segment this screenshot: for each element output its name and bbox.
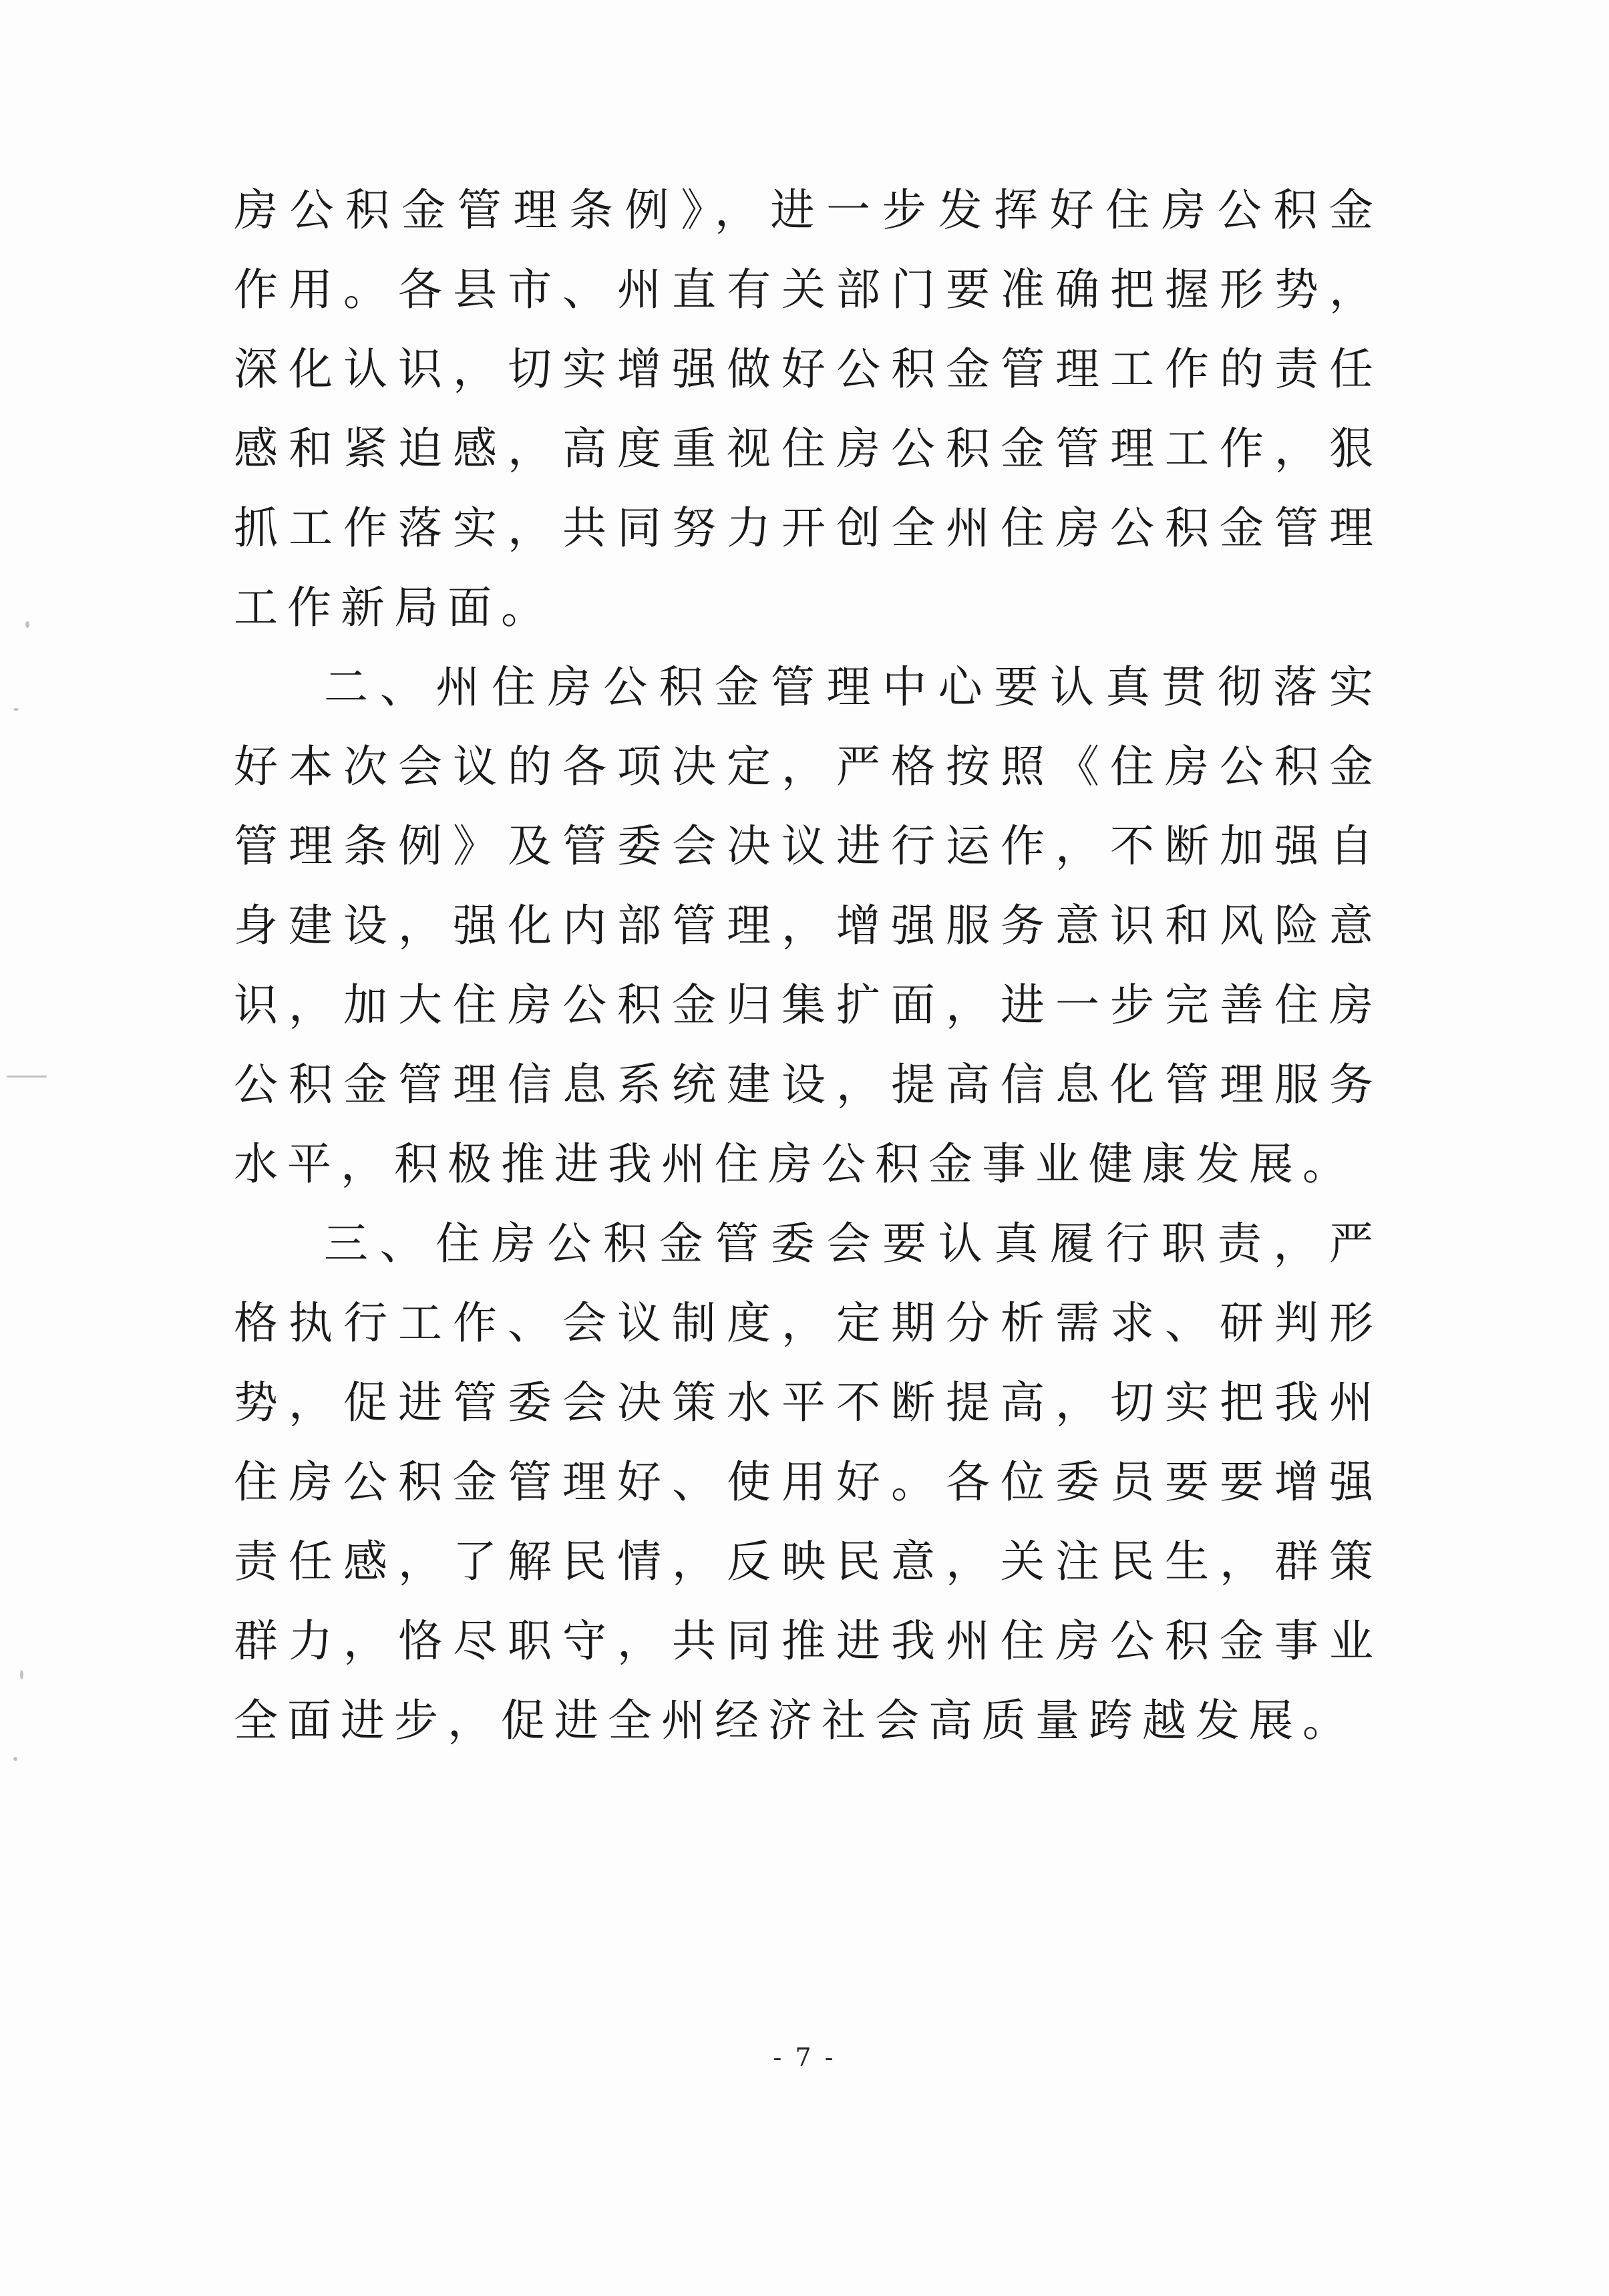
page-number: - 7 -	[773, 2043, 836, 2072]
paragraph-item-three: 三、住房公积金管委会要认真履行职责，严格执行工作、会议制度，定期分析需求、研判形势，促进管委会决策水平不断提高，切实把我州住房公积金管理好、使用好。各位委员要要增强责任感，了解民情，反映民意，关注民生，群策群力，恪尽职守，共同推进我州住房公积金事业全面进步，促进全州经济社会高质量跨越发展。	[234, 1218, 1383, 1746]
scan-speck	[7, 1076, 47, 1078]
document-body	[234, 170, 1383, 1760]
paragraph-item-two: 二、州住房公积金管理中心要认真贯彻落实好本次会议的各项决定，严格按照《住房公积金管理条例》及管委会决议进行运作，不断加强自身建设，强化内部管理，增强服务意识和风险意识，加大住房公积金归集扩面，进一步完善住房公积金管理信息系统建设，提高信息化管理服务水平，积极推进我州住房公积金事业健康发展。	[234, 661, 1383, 1190]
scan-speck	[20, 1670, 23, 1679]
paragraph-continued: 房公积金管理条例》，进一步发挥好住房公积金作用。各县市、州直有关部门要准确把握形势，深化认识，切实增强做好公积金管理工作的责任感和紧迫感，高度重视住房公积金管理工作，狠抓工作落实，共同努力开创全州住房公积金管理工作新局面。	[234, 184, 1383, 633]
scan-speck	[13, 1757, 17, 1761]
scan-speck	[25, 621, 29, 628]
scan-speck	[13, 708, 19, 711]
